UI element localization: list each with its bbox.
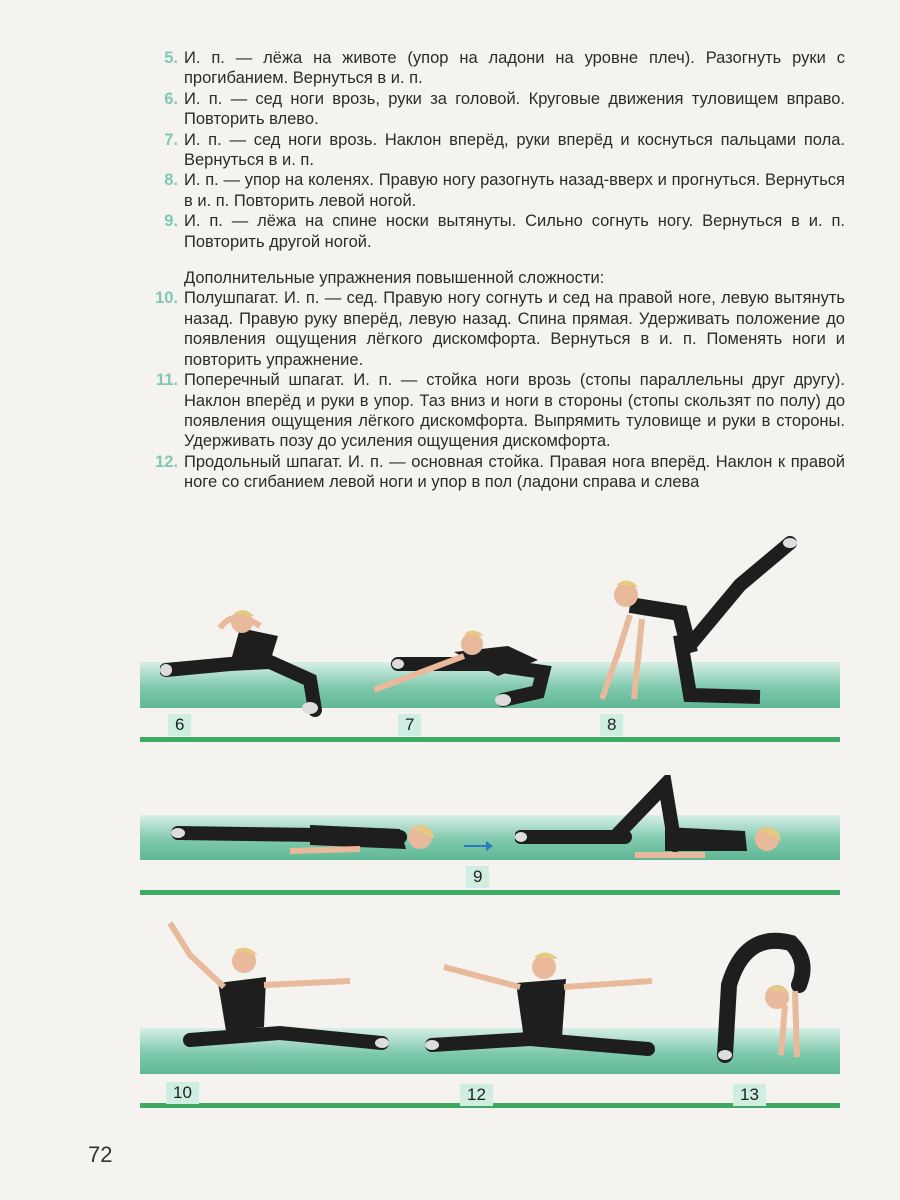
exercise-text: И. п. — лёжа на спине носки вытянуты. Сильно согнуть ногу. Вернуться в и. п. Повторить другой ногой.	[184, 212, 845, 251]
exercise-text: И. п. — сед ноги врозь, руки за головой. Круговые движения туловищем вправо. Повторить влево.	[184, 89, 845, 129]
exercise-number: 10.	[155, 289, 178, 308]
exercise-item-11	[140, 370, 845, 452]
figure-label-6: 6	[168, 714, 191, 736]
exercise-list	[140, 48, 845, 493]
exercise-12-photo	[420, 945, 660, 1065]
exercise-text: И. п. — лёжа на животе (упор на ладони на уровне плеч). Разогнуть руки с прогибанием. Вернуться в и. п.	[184, 49, 845, 88]
exercise-text: И. п. — упор на коленях. Правую ногу разогнуть назад-вверх и прогнуться. Вернуться в и. п. Повторить левой ногой.	[184, 171, 845, 210]
page-number: 72	[88, 1142, 113, 1167]
figure-label-9: 9	[466, 866, 489, 888]
exercise-item-10	[140, 288, 845, 370]
exercise-number: 9.	[164, 212, 178, 231]
exercise-number: 11.	[155, 371, 178, 390]
exercise-number: 7.	[164, 130, 178, 149]
exercise-item-12	[140, 452, 845, 493]
exercise-text: Продольный шпагат. И. п. — основная стойка. Правая нога вперёд. Наклон к правой ноге со сгибанием левой ноги и упор в пол (ладони справа и слева	[184, 452, 845, 492]
figure-label-7: 7	[398, 714, 421, 736]
exercise-item-9	[140, 211, 845, 252]
exercise-7-photo	[368, 620, 563, 720]
exercise-text: Поперечный шпагат. И. п. — стойка ноги врозь (стопы параллельны друг другу). Наклон вперёд и руки в упор. Таз вниз и ноги в стороны (стопы скользят по полу) до появления ощущения лёгкого дискомфорта. Выпрямить туловище и руки в стороны. Удерживать позу до усиления ощущения дискомфорта.	[184, 371, 845, 451]
exercise-text: И. п. — сед ноги врозь. Наклон вперёд, руки вперёд и коснуться пальцами пола. Вернуться в и. п.	[184, 130, 845, 170]
exercise-8-photo	[590, 535, 805, 715]
extra-exercises-heading: Дополнительные упражнения повышенной сложности:	[184, 269, 605, 288]
exercise-number: 5.	[164, 49, 178, 67]
exercise-item-8	[140, 170, 845, 211]
figure-label-8: 8	[600, 714, 623, 736]
exercise-9-start-photo	[170, 815, 440, 860]
exercise-6-photo	[160, 600, 330, 720]
exercise-number: 8.	[164, 171, 178, 190]
figure-label-12: 12	[460, 1084, 493, 1106]
exercise-number: 12.	[155, 452, 178, 471]
figure-label-10: 10	[166, 1082, 199, 1104]
exercise-9-end-photo	[515, 775, 785, 865]
exercise-13-photo	[705, 925, 815, 1065]
exercise-text: Полушпагат. И. п. — сед. Правую ногу согнуть и сед на правой ноге, левую вытянуть назад. Правую руку вперёд, левую назад. Спина прямая. Удерживать положение до появления ощущения лёгкого дискомфорта. Вернуться в и. п. Поменять ноги и повторить упражнение.	[184, 289, 845, 369]
divider-rule	[140, 737, 840, 742]
exercise-10-photo	[160, 915, 390, 1060]
arrow-icon	[462, 840, 494, 852]
exercise-item-6	[140, 89, 845, 130]
section-gap	[140, 252, 845, 268]
exercise-item-7	[140, 130, 845, 171]
exercise-number: 6.	[164, 89, 178, 108]
divider-rule	[140, 890, 840, 895]
exercise-item-5	[140, 48, 845, 89]
figure-label-13: 13	[733, 1084, 766, 1106]
